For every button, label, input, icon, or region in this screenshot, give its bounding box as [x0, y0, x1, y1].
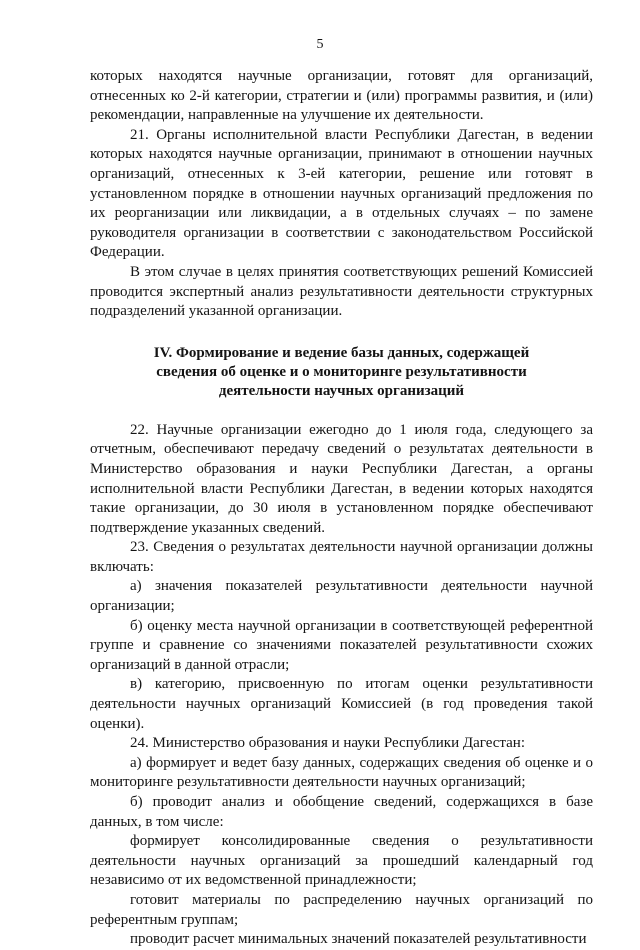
paragraph: которых находятся научные организации, готовят для организаций, отнесенных ко 2-й категории, стратегии и (или) программы развития, и (или) рекомендации, направленные на улучшение их деятельности.: [90, 68, 593, 124]
paragraph: 24. Министерство образования и науки Республики Дагестан:: [130, 735, 525, 752]
paragraph: б) оценку места научной организации в соответствующей референтной группе и сравнение со значениями показателей результативности схожих организаций в данной отрасли;: [90, 617, 593, 673]
section-heading-line-3: деятельности научных организаций: [218, 382, 465, 399]
paragraph: а) значения показателей результативности деятельности научной организации;: [90, 578, 593, 615]
paragraph: готовит материалы по распределению научных организаций по референтным группам;: [90, 891, 593, 928]
paragraph: проводит расчет минимальных значений показателей результативности: [130, 931, 587, 948]
paragraph: 21. Органы исполнительной власти Республики Дагестан, в ведении которых находятся научные организации, принимают в отношении научных организаций, отнесенных к 3-ей категории, решение или готовят в установленном порядке в отношении научных организаций предложения по их реорганизации или ликвидации, а в отдельных случаях – по замене руководителя организации в соответствии с законодательством Российской Федерации.: [90, 126, 593, 261]
section-heading-line-2: сведения об оценке и о мониторинге результативности: [156, 363, 527, 380]
page-number: 5: [316, 37, 324, 52]
paragraph: формирует консолидированные сведения о результативности деятельности научных организаций за прошедший календарный год независимо от их ведомственной принадлежности;: [90, 833, 593, 889]
paragraph: В этом случае в целях принятия соответствующих решений Комиссией проводится экспертный анализ результативности деятельности структурных подразделений указанной организации.: [90, 263, 593, 320]
paragraph: а) формирует и ведет базу данных, содержащих сведения об оценке и о мониторинге результативности деятельности научных организаций;: [90, 754, 593, 791]
paragraphs-before-heading: [90, 67, 593, 322]
paragraph: в) категорию, присвоенную по итогам оценки результативности деятельности научных организаций Комиссией (в год проведения такой оценки).: [90, 676, 593, 732]
document-body: [90, 67, 593, 950]
paragraphs-after-heading: [90, 421, 593, 950]
section-heading: [90, 344, 593, 401]
section-heading-line-1: IV. Формирование и ведение базы данных, содержащей: [153, 344, 530, 361]
paragraph: 22. Научные организации ежегодно до 1 июля года, следующего за отчетным, обеспечивают передачу сведений о результатах деятельности в Министерство образования и науки Республики Дагестан, а органы исполнительной власти Республики Дагестан, в ведении которых находятся такие организации, до 30 июля в установленном порядке обеспечивают подтверждение указанных сведений.: [90, 421, 593, 536]
paragraph: б) проводит анализ и обобщение сведений, содержащихся в базе данных, в том числе:: [90, 794, 593, 830]
paragraph: 23. Сведения о результатах деятельности научной организации должны включать:: [90, 539, 593, 575]
